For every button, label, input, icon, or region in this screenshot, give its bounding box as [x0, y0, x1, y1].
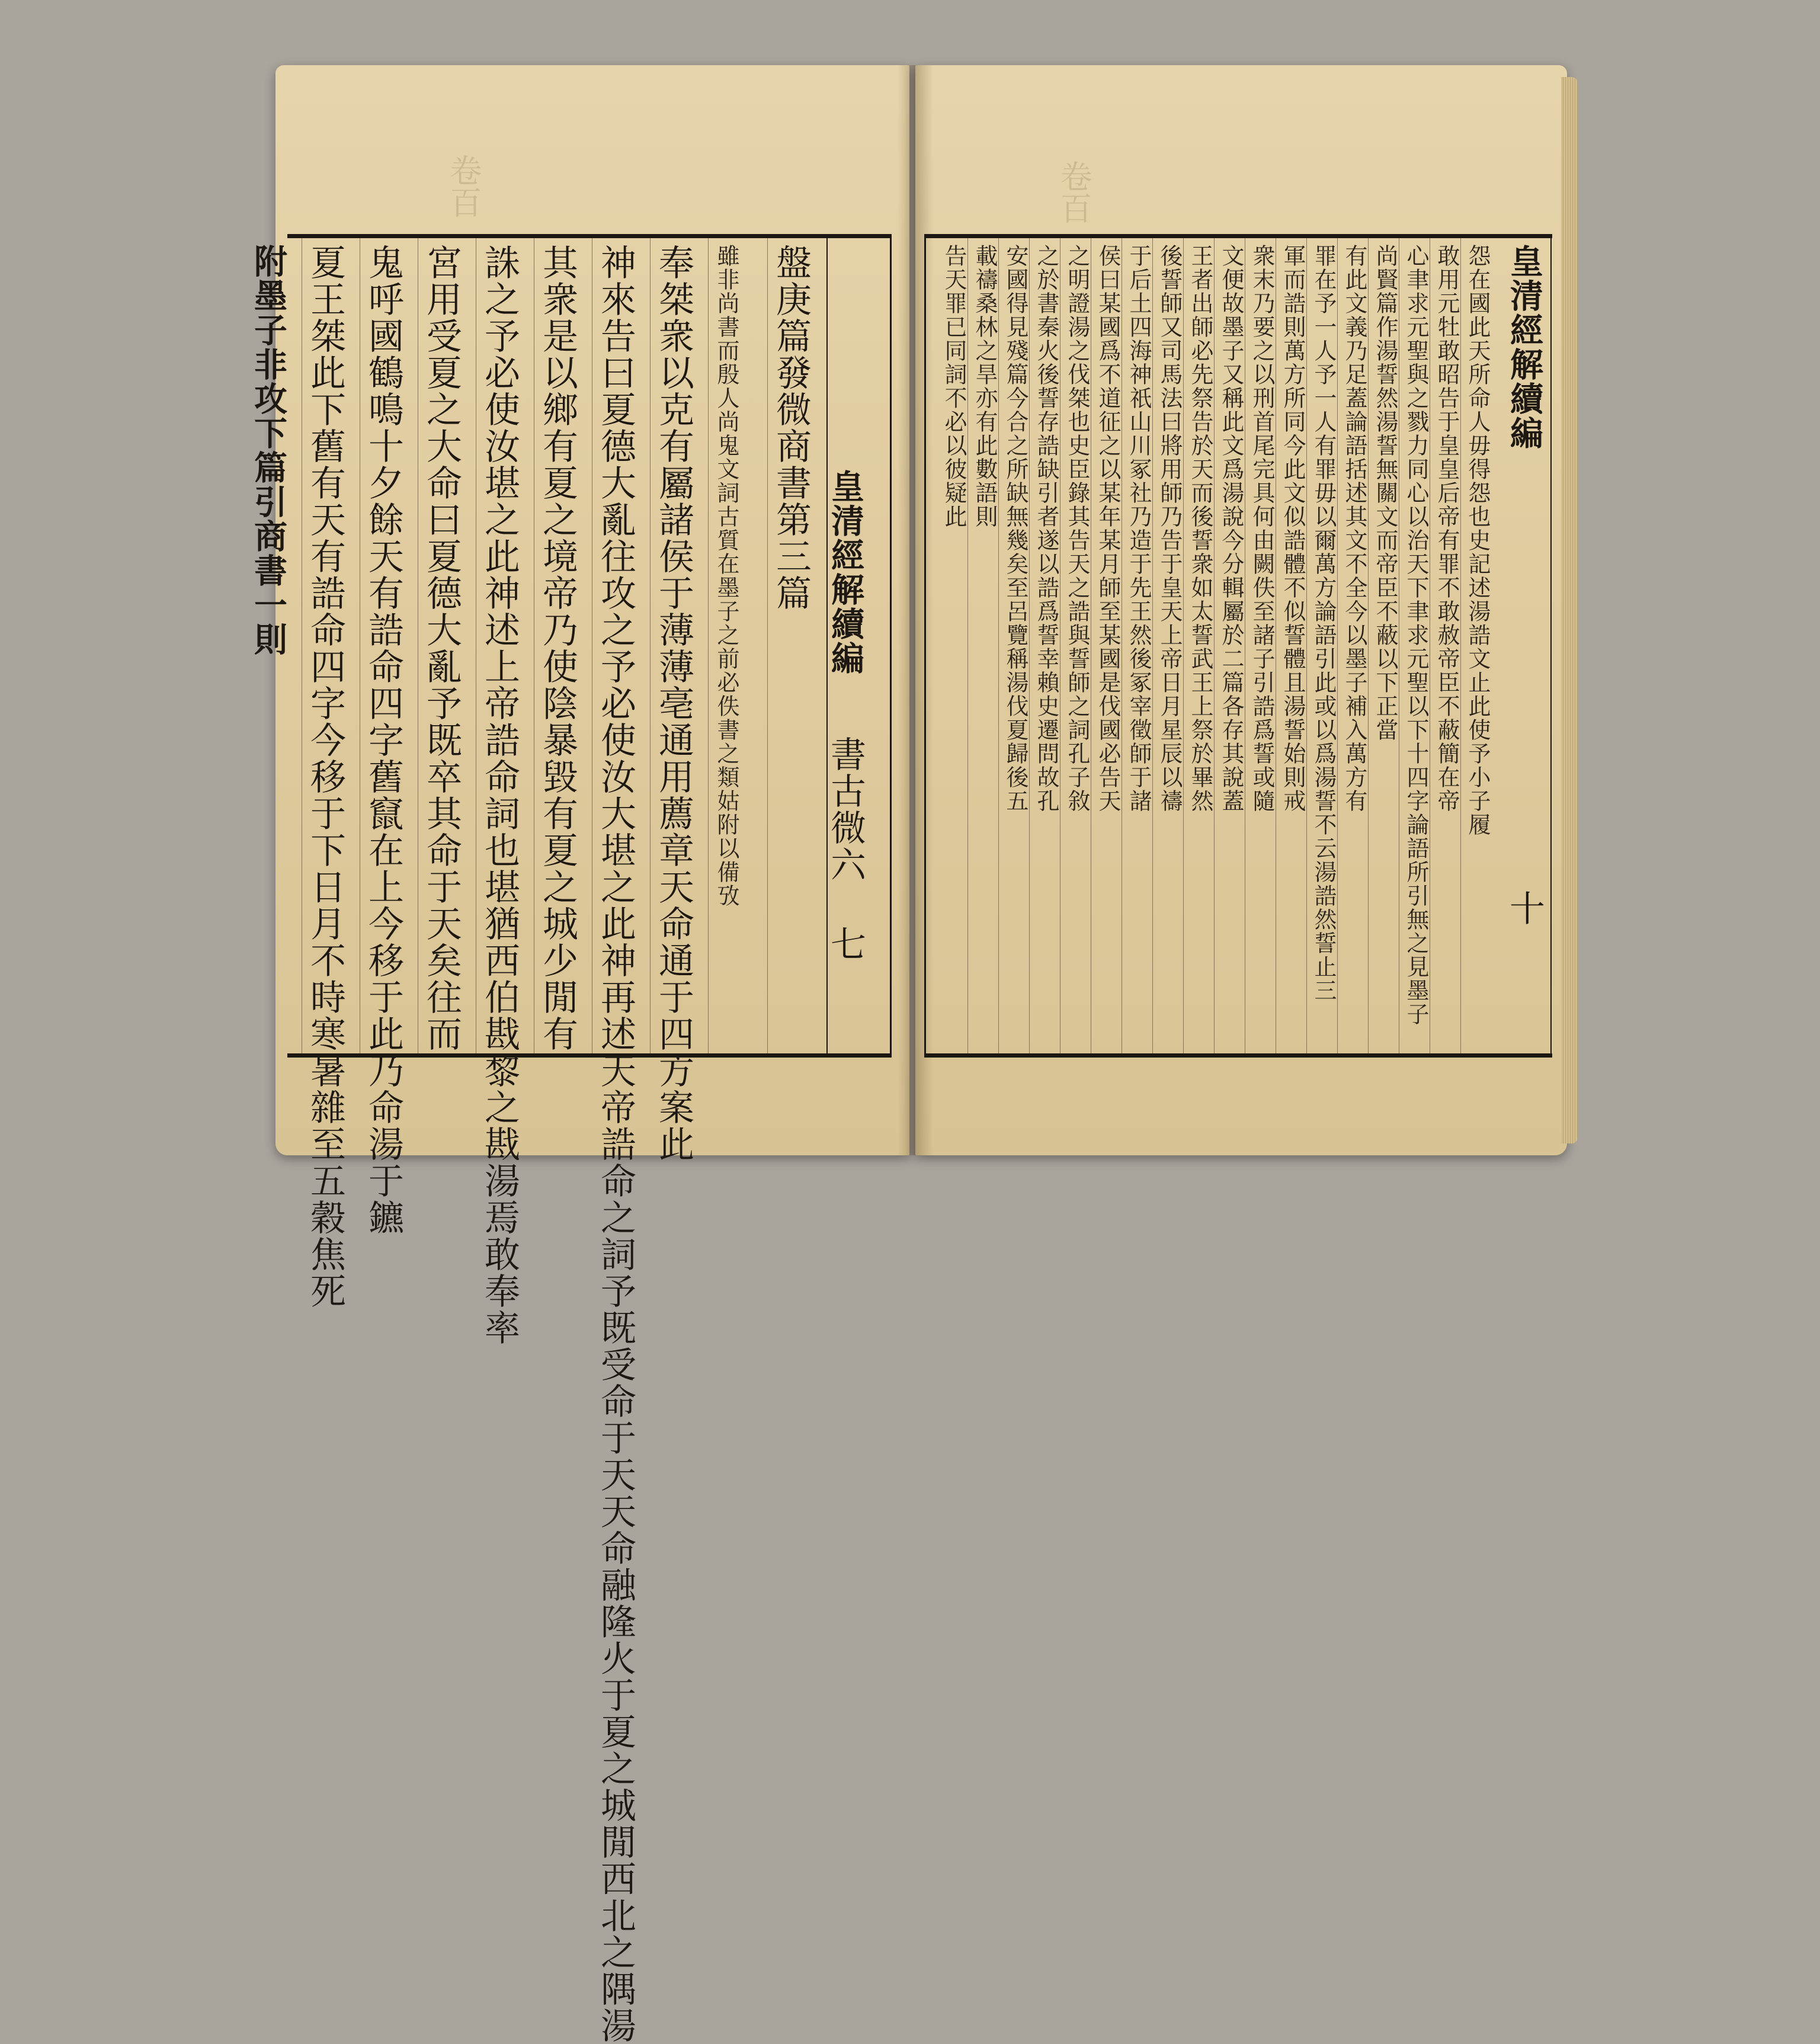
- running-title: 皇清經解續編: [826, 469, 865, 675]
- leaf-number: 七: [825, 925, 866, 962]
- open-book: [249, 65, 1585, 2044]
- column-rule: [967, 238, 968, 1053]
- page-edges: [1561, 77, 1578, 1143]
- text-column: 之明證湯之伐桀也史臣錄其告天之誥與誓師之詞孔子敘: [1064, 244, 1090, 813]
- text-column: 侯曰某國爲不道征之以某年某月師至某國是伐國必告天: [1095, 244, 1121, 813]
- text-column: 雖非尚書而殷人尚鬼文詞古質在墨子之前必佚書之類姑附以備攷: [713, 244, 739, 908]
- column-rule: [767, 238, 768, 1053]
- text-column: 怨在國此天所命人毋得怨也史記述湯誥文止此使予小子履: [1465, 244, 1491, 837]
- text-column: 尚賢篇作湯誓然湯誓無關文而帝臣不蔽以下正當: [1372, 244, 1398, 742]
- text-column: 有此文義乃足蓋論語括述其文不全今以墨子補入萬方有: [1341, 244, 1367, 813]
- text-column: 告天罪已同詞不必以彼疑此: [941, 244, 967, 528]
- text-column: 神來告曰夏德大亂往攻之予必使汝大堪之此神再述天帝誥命之詞予既受命于天天命融隆火于夏之城閒西北之隅湯: [595, 244, 636, 2044]
- text-column: 附墨子非攻下篇引商書一則: [249, 244, 288, 656]
- text-column: 宮用受夏之大命曰夏德大亂予既卒其命于天矣往而: [421, 244, 462, 1052]
- section-label: 書古微六: [825, 736, 866, 883]
- bleed-through-text: 卷百: [1055, 160, 1092, 224]
- center-strip: [826, 238, 877, 1053]
- column-rule: [1152, 238, 1153, 1053]
- text-column: 衆末乃要之以刑首尾完具何由闕佚至諸子引誥爲誓或隨: [1249, 244, 1275, 813]
- text-column: 王者出師必先祭告於天而後誓衆如太誓武王上祭於畢然: [1187, 244, 1213, 813]
- column-rule: [998, 238, 999, 1053]
- column-rule: [1183, 238, 1184, 1053]
- text-column: 敢用元牡敢昭告于皇皇后帝有罪不敢赦帝臣不蔽簡在帝: [1434, 244, 1460, 813]
- text-column: 夏王桀此下舊有天有誥命四字今移于下日月不時寒暑雜至五穀焦死: [305, 244, 346, 1309]
- text-column: 後誓師又司馬法曰將用師乃告于皇天上帝日月星辰以禱: [1156, 244, 1183, 813]
- leaf-number: 十: [1504, 890, 1545, 927]
- column-rule: [708, 238, 709, 1053]
- left-text-frame: [249, 234, 892, 2044]
- column-rule: [1337, 238, 1338, 1053]
- text-column: 其衆是以鄉有夏之境帝乃使陰暴毀有夏之城少閒有: [537, 244, 578, 1052]
- text-column: 鬼呼國鶴鳴十夕餘天有誥命四字舊竄在上今移于此乃命湯于鑣: [363, 244, 404, 1236]
- text-column: 奉桀衆以克有屬諸侯于薄薄亳通用薦章天命通于四方案此: [653, 244, 694, 1162]
- column-rule: [1029, 238, 1030, 1053]
- column-rule: [1460, 238, 1461, 1053]
- column-rule: [1214, 238, 1215, 1053]
- column-rule: [1368, 238, 1369, 1053]
- text-column: 軍而誥則萬方所同今此文似誥體不似誓體且湯誓始則戒: [1280, 244, 1306, 813]
- column-rule: [650, 238, 651, 1053]
- bleed-through-text: 卷百: [445, 154, 482, 218]
- text-column: 罪在予一人予一人有罪毋以爾萬方論語引此或以爲湯誓不云湯誥然誓止三: [1310, 244, 1337, 1002]
- column-rule: [1306, 238, 1307, 1053]
- right-text-frame: [924, 234, 1552, 1058]
- text-column: 盤庚篇發微商書第三篇: [770, 244, 812, 611]
- text-column: 于后土四海神祇山川冢社乃造于先王然後冢宰徵師于諸: [1126, 244, 1152, 813]
- text-column: 誅之予必使汝堪之此神述上帝誥命詞也堪猶西伯戡黎之戡湯焉敢奉率: [479, 244, 520, 1346]
- text-column: 之於書秦火後誓存誥缺引者遂以誥爲誓幸賴史遷問故孔: [1033, 244, 1059, 813]
- text-column: 心聿求元聖與之戮力同心以治天下聿求元聖以下十四字論語所引無之見墨子: [1403, 244, 1429, 1026]
- text-column: 安國得見殘篇今合之所缺無幾矣至呂覽稱湯伐夏歸後五: [1002, 244, 1028, 813]
- running-title: 皇清經解續編: [1505, 244, 1544, 450]
- text-column: 文便故墨子又稱此文爲湯說今分輯屬於二篇各存其說蓋: [1218, 244, 1244, 813]
- text-column: 載禱桑林之旱亦有此數語則: [972, 244, 998, 528]
